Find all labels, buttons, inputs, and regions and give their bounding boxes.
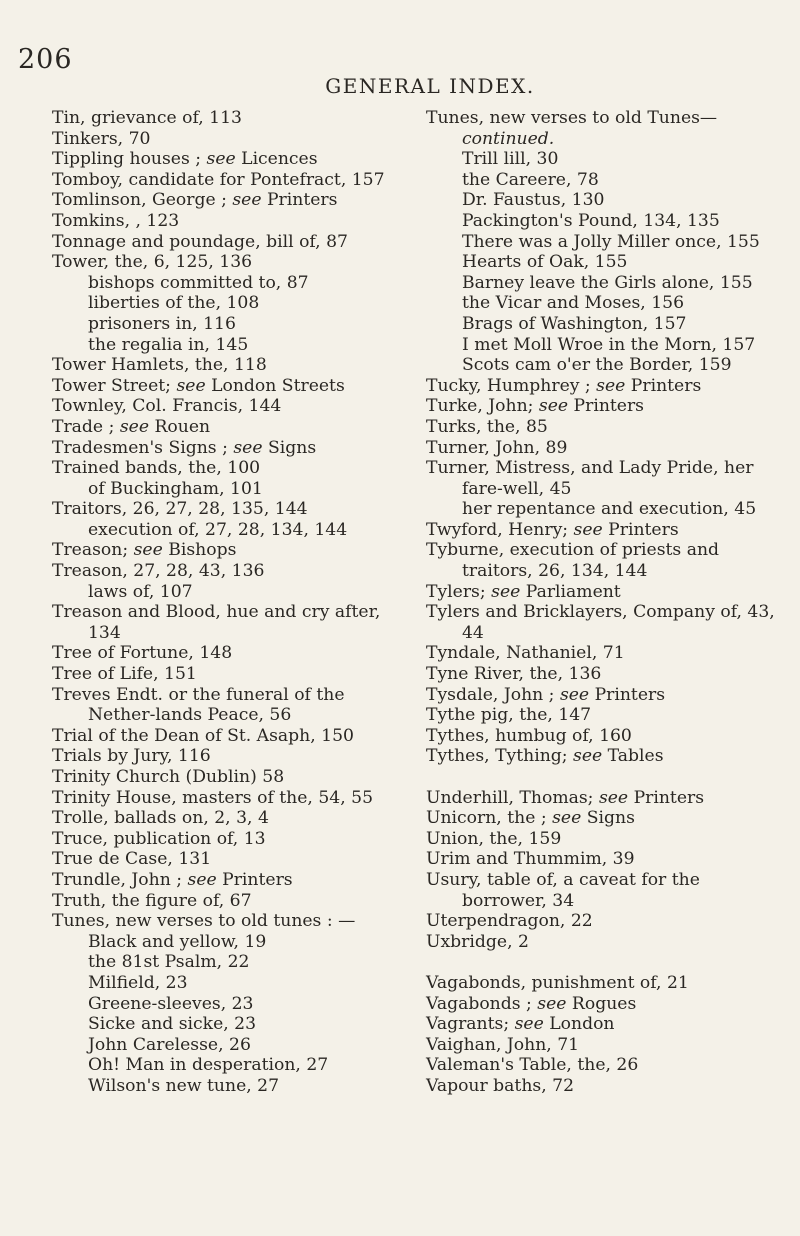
index-entry: Tree of Fortune, 148 [52, 643, 233, 664]
index-entry: Truth, the figure of, 67 [52, 890, 252, 911]
index-entry: Union, the, 159 [426, 828, 562, 849]
index-entry: Uxbridge, 2 [426, 931, 529, 952]
index-entry: Trinity House, masters of the, 54, 55 [52, 787, 374, 808]
index-entry: Tyburne, execution of priests and traitors, 26, 134, 144 [426, 540, 720, 582]
index-entry: Turke, John; see Printers [426, 396, 645, 417]
index-entry: Urim and Thummim, 39 [426, 849, 635, 870]
index-entry: Tylers; see Parliament [426, 581, 621, 602]
index-subentry: execution of, 27, 28, 134, 144 [88, 519, 348, 540]
index-subentry: John Carelesse, 26 [88, 1034, 251, 1055]
index-entry: Tradesmen's Signs ; see Signs [52, 437, 317, 458]
index-subentry: bishops committed to, 87 [88, 272, 309, 293]
index-entry: Tower Hamlets, the, 118 [52, 355, 267, 376]
index-entry: Tin, grievance of, 113 [52, 108, 242, 128]
index-subentry: liberties of the, 108 [88, 293, 260, 314]
index-entry: Turks, the, 85 [426, 416, 548, 437]
index-entry: Tythes, humbug of, 160 [426, 725, 632, 746]
index-entry: Vagrants; see London [426, 1014, 615, 1035]
index-subentry: I met Moll Wroe in the Morn, 157 [462, 334, 756, 355]
index-subentry: Trill lill, 30 [462, 149, 559, 170]
index-entry: Tinkers, 70 [52, 128, 151, 149]
index-subentry: Milfield, 23 [88, 972, 188, 993]
index-entry: Tonnage and poundage, bill of, 87 [52, 231, 348, 252]
index-entry: Tucky, Humphrey ; see Printers [426, 375, 702, 396]
index-entry: Truce, publication of, 13 [52, 828, 266, 849]
heading-continued: continued. [462, 128, 555, 149]
index-entry: Tree of Life, 151 [52, 664, 197, 685]
index-subentry: the regalia in, 145 [88, 334, 249, 355]
index-entry: Vagabonds, punishment of, 21 [426, 972, 689, 993]
index-entry: Tythe pig, the, 147 [426, 705, 592, 726]
index-entry: Valeman's Table, the, 26 [426, 1055, 639, 1076]
index-entry: Turner, John, 89 [426, 437, 568, 458]
index-entry: Townley, Col. Francis, 144 [52, 396, 282, 417]
index-entry: Trinity Church (Dublin) 58 [52, 767, 285, 787]
index-entry: Trial of the Dean of St. Asaph, 150 [52, 725, 354, 746]
index-subentry: Sicke and sicke, 23 [88, 1014, 257, 1035]
index-subentry: the Careere, 78 [462, 169, 599, 190]
index-entry: Tippling houses ; see Licences [52, 149, 318, 170]
index-subentry: prisoners in, 116 [88, 313, 236, 334]
index-entry: Tower, the, 6, 125, 136 [52, 252, 253, 273]
index-entry: Vapour baths, 72 [426, 1075, 575, 1096]
index-subentry: Greene-sleeves, 23 [88, 993, 254, 1014]
index-subentry: Scots cam o'er the Border, 159 [462, 355, 732, 376]
index-subentry: Brags of Washington, 157 [462, 313, 687, 334]
index-entry: Trade ; see Rouen [52, 416, 211, 437]
index-entry: Trained bands, the, 100 [52, 458, 261, 479]
index-subentry: the 81st Psalm, 22 [88, 952, 250, 973]
index-subentry: Black and yellow, 19 [88, 931, 267, 952]
index-entry: Tyndale, Nathaniel, 71 [426, 643, 625, 664]
index-entry: Tower Street; see London Streets [52, 375, 345, 396]
running-head: GENERAL INDEX. [325, 74, 535, 98]
index-entry: Treves Endt. or the funeral of the Nether-lands Peace, 56 [52, 684, 345, 726]
index-entry: Usury, table of, a caveat for the borrower, 34 [426, 869, 700, 911]
index-subentry: There was a Jolly Miller once, 155 [462, 231, 760, 252]
index-column-right [426, 108, 782, 1097]
index-subentry: Oh! Man in desperation, 27 [88, 1055, 329, 1076]
index-entry: Tyne River, the, 136 [426, 664, 602, 685]
index-entry: Twyford, Henry; see Printers [426, 519, 679, 540]
index-entry: True de Case, 131 [52, 849, 212, 870]
index-subentry: Packington's Pound, 134, 135 [462, 210, 720, 231]
index-entry: Vagabonds ; see Rogues [426, 993, 637, 1014]
index-subentry: her repentance and execution, 45 [462, 499, 757, 520]
index-subentry: laws of, 107 [88, 581, 193, 602]
index-entry: Vaighan, John, 71 [426, 1034, 580, 1055]
index-subentry: of Buckingham, 101 [88, 478, 263, 499]
index-entry: Trials by Jury, 116 [52, 746, 211, 767]
index-subentry: the Vicar and Moses, 156 [462, 293, 685, 314]
index-entry: Treason and Blood, hue and cry after, 134 [52, 602, 381, 643]
index-entry: Treason, 27, 28, 43, 136 [52, 561, 265, 582]
heading-lead: Tunes, new verses to old Tunes— [426, 108, 718, 128]
index-entry: Tomkins, , 123 [52, 210, 180, 231]
index-subentry: Wilson's new tune, 27 [88, 1075, 280, 1096]
index-entry: Tomlinson, George ; see Printers [52, 190, 338, 211]
index-entry: Unicorn, the ; see Signs [426, 808, 635, 829]
page-number: 206 [18, 44, 73, 75]
index-entry: Treason; see Bishops [52, 540, 237, 561]
index-entry: Turner, Mistress, and Lady Pride, her fare-well, 45 [426, 458, 754, 499]
index-entry: Tythes, Tything; see Tables [426, 746, 664, 767]
index-entry: Tunes, new verses to old tunes : — [52, 911, 356, 932]
index-entry: Underhill, Thomas; see Printers [426, 787, 705, 808]
index-entry: Traitors, 26, 27, 28, 135, 144 [52, 499, 308, 520]
index-entry: Trundle, John ; see Printers [52, 869, 293, 890]
index-column-left [52, 108, 390, 1097]
index-entry: Tysdale, John ; see Printers [426, 684, 666, 705]
index-entry: Trolle, ballads on, 2, 3, 4 [52, 808, 269, 829]
index-entry: Uterpendragon, 22 [426, 911, 593, 932]
index-entry-heading [426, 108, 782, 149]
index-subentry: Barney leave the Girls alone, 155 [462, 272, 753, 293]
index-entry: Tylers and Bricklayers, Company of, 43, 44 [426, 602, 775, 643]
index-entry: Tomboy, candidate for Pontefract, 157 [52, 169, 385, 190]
index-subentry: Hearts of Oak, 155 [462, 252, 628, 273]
index-subentry: Dr. Faustus, 130 [462, 190, 605, 211]
